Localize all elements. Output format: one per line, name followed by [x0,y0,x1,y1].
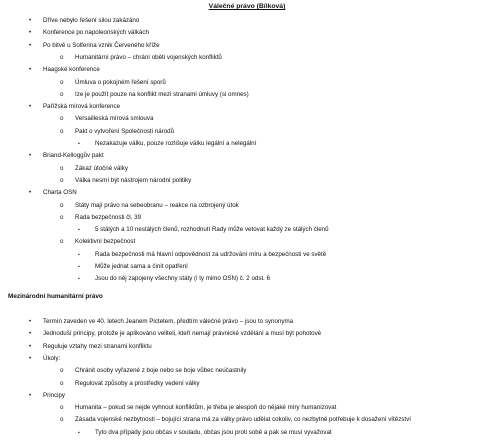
list-item-text: 5 stálých a 10 nestálých členů, rozhodnutí Rady může vetovat každý ze stálých členů [95,226,329,234]
list-item [0,91,494,99]
bullet-marker: ▪ [78,251,80,258]
list-item [0,177,494,185]
list-item [0,79,494,87]
bullet-marker: o [60,213,64,221]
bullet-marker: ▪ [78,276,80,283]
list-item-text: Haagské konference [43,66,100,74]
list-item-text: Regulovat způsoby a prostředky vedení války [75,379,200,387]
bullet-marker: ▪ [78,264,80,270]
list-item-text: Státy mají právo na sebeobranu – reakce na ozbrojený útok [75,201,239,209]
bullet-marker: • [29,354,32,362]
list-item [0,226,494,234]
list-item [0,238,494,246]
list-item [0,214,494,222]
bullet-marker: o [60,90,64,98]
list-item-text: Rada bezpečnosti má hlavní odpovědnost za udržování míru a bezpečnosti ve světě [95,250,327,258]
bullet-marker: o [60,201,64,209]
list-item-text: Humanitární právo – chrání oběti vojenských konfliktů [75,53,222,61]
bullet-marker: o [60,404,64,412]
bullet-marker: • [29,318,32,325]
bullet-marker: o [60,238,64,246]
list-item-text: Zákaz útočné války [75,164,128,172]
list-item-text: Pařížská mírová konference [43,103,121,111]
list-item-text: Termín zaveden ve 40. letech Jeanem Pictetem, předtím válečné právo – jsou to synonyma [43,318,294,325]
list-item-text: Ize je použít pouze na konflikt mezi stranami úmluvy (si omnes) [75,90,249,98]
list-item [0,66,494,74]
list-item-text: Reguluje vztahy mezi stranami konfliktu [43,342,152,350]
bullet-marker: ▪ [78,429,80,436]
list-item [0,330,494,338]
bullet-marker: o [60,416,64,424]
list-item [0,404,494,412]
bullet-marker: ▪ [78,227,80,234]
bullet-marker: • [29,189,32,197]
list-item [0,263,494,271]
list-item [0,128,494,136]
bullet-marker: • [29,29,32,37]
list-item [0,165,494,173]
list-item [0,355,494,363]
list-item-text: Úkoly: [43,354,61,362]
list-item-text: Tyto dva případy jsou občas v souladu, občas jsou proti sobě a pak se musí vyvažovat [95,428,332,436]
list-item [0,429,494,437]
bullet-marker: • [29,41,32,49]
bullet-marker: o [60,379,64,387]
bullet-marker: o [60,176,64,184]
list-item [0,367,494,375]
bullet-marker: • [29,391,32,399]
list-item-text: Zásada vojenské nezbytnosti – bojující strana má za války právo udělat cokoliv, co nezbytně potřebuje k dosažení vítězství [75,416,411,424]
list-item-text: Humanita – pokud se nejde vyhnout konfliktům, je třeba je alespoň do nějaké míry humanizovat [75,404,337,412]
list-item-text: Versailleská mírová smlouva [75,115,154,123]
list-item [0,29,494,37]
list-item [0,115,494,123]
list-item-text: Může jednat sama a činit opatření [95,263,188,270]
bullet-marker: • [29,17,32,24]
section-heading-humanitarian-law: Mezinárodní humanitární právo [8,293,103,300]
bullet-marker: • [29,66,32,74]
list-item [0,140,494,148]
list-item-text: Charta OSN [43,189,77,197]
list-item-text: Jednoduší principy, protože je aplikováno veliteli, kteří nemají právnické vzdělání a musí být pohotové [43,330,322,338]
list-item-text: Úmluva o pokojném řešení sporů [75,78,166,86]
list-item [0,416,494,424]
bullet-marker: • [29,342,32,350]
list-item [0,103,494,111]
bullet-marker: ▪ [78,141,80,147]
bullet-marker: • [29,152,32,160]
list-item [0,152,494,160]
bullet-marker: o [60,127,64,135]
list-item [0,42,494,50]
bullet-marker: o [60,367,64,375]
list-item-text: Jsou do něj zapojeny všechny státy (i ty mimo OSN) č. 2 odst. 6 [95,275,271,283]
bullet-marker: • [29,330,32,338]
list-item-text: Rada bezpečnosti čl. 39 [75,213,142,221]
list-item [0,17,494,25]
list-item-text: Briand-Kelloggův pakt [43,152,104,160]
bullet-marker: o [60,115,64,123]
list-item-text: Pakt o vytvoření Společnosti národů [75,127,175,135]
document-title: Válečné právo (Bílková) [208,3,286,10]
bullet-marker: o [60,164,64,172]
list-item-text: Kolektivní bezpečnost [75,238,136,246]
list-item [0,189,494,197]
list-item [0,392,494,400]
list-item [0,318,494,326]
list-item [0,202,494,210]
list-item [0,54,494,62]
list-item [0,275,494,283]
list-item-text: Chránit osoby vyřazené z boje nebo se boje vůbec neúčastnily [75,367,247,375]
list-item [0,380,494,388]
bullet-marker: o [60,53,64,61]
list-item-text: Po bitvě u Solferina vznik Červeného kříže [43,41,160,49]
list-item-text: Principy [43,391,66,399]
list-item [0,343,494,351]
list-item-text: Dříve nebylo řešení silou zakázáno [43,17,140,24]
bullet-marker: o [60,78,64,86]
list-item [0,251,494,259]
list-item-text: Konference po napoleonských válkách [43,29,149,37]
bullet-marker: • [29,103,32,111]
list-item-text: Válka nesmí být nástrojem národní politiky [75,176,192,184]
list-item-text: Nezakazuje válku, pouze rozlišuje válku legální a nelegální [95,140,257,147]
